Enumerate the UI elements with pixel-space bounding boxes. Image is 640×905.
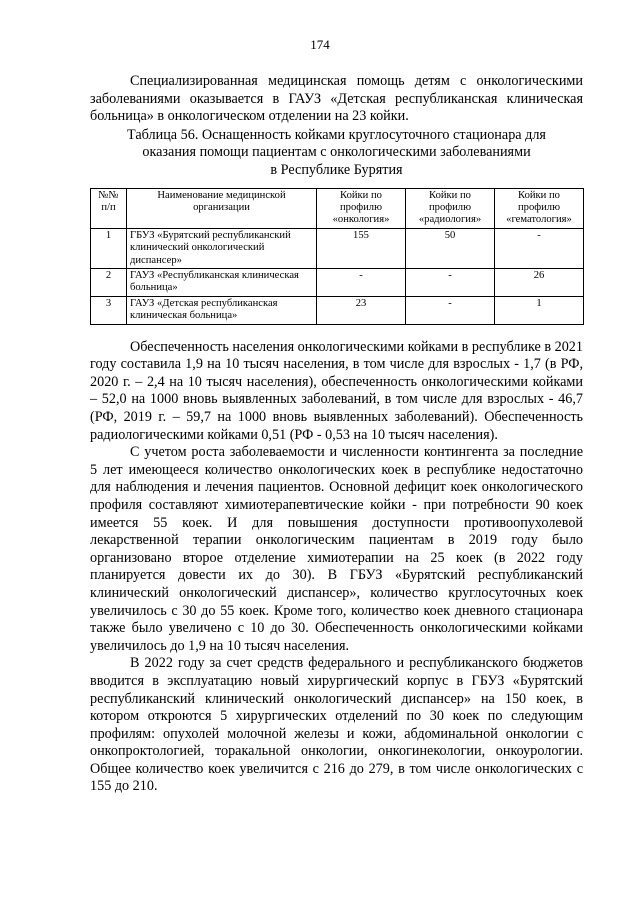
body-paragraphs (90, 339, 583, 796)
row-oncology-beds: - (317, 269, 406, 297)
row-radiology-beds: - (406, 269, 495, 297)
row-radiology-beds: 50 (406, 228, 495, 268)
row-organization: ГБУЗ «Бурятский республиканский клинический онкологический диспансер» (127, 228, 317, 268)
header-hematology-beds: Койки по профилю «гематология» (495, 188, 584, 228)
table-caption-line: оказания помощи пациентам с онкологическими заболеваниями (142, 144, 531, 161)
intro-paragraph: Специализированная медицинская помощь детям с онкологическими заболеваниями оказывается в ГАУЗ «Детская республиканская клиническая больница» в онкологическом отделении на 23 койки. (90, 73, 583, 125)
table-row (91, 296, 584, 324)
row-radiology-beds: - (406, 296, 495, 324)
row-oncology-beds: 23 (317, 296, 406, 324)
row-hematology-beds: - (495, 228, 584, 268)
body-paragraph: В 2022 году за счет средств федерального и республиканского бюджетов вводится в эксплуатацию новый хирургический корпус в ГБУЗ «Бурятский республиканский клинический онкологический диспансер» на 150 коек, в котором откроются 5 хирургических отделений по 30 коек по следующим профилям: опухолей молочной железы и кожи, абдоминальной онкологии с онкопроктологией, торакальной онкологии, онкогинекологии, онкоурологии. Общее количество коек увеличится с 216 до 279, в том числе онкологических с 155 до 210. (90, 655, 583, 795)
table-header-row (91, 188, 584, 228)
table-caption-line: в Республике Бурятия (270, 161, 403, 178)
table-row (91, 269, 584, 297)
table-caption (90, 127, 583, 180)
row-number: 2 (91, 269, 127, 297)
header-organization: Наименование медицинской организации (127, 188, 317, 228)
row-oncology-beds: 155 (317, 228, 406, 268)
beds-table (90, 188, 584, 325)
row-organization: ГАУЗ «Республиканская клиническая больница» (127, 269, 317, 297)
page-number: 174 (310, 37, 330, 52)
body-paragraph: Обеспеченность населения онкологическими койками в республике в 2021 году составила 1,9 на 10 тысяч населения, в том числе для взрослых - 1,7 (в РФ, 2020 г. – 2,4 на 10 тысяч населения), обеспеченность онкологическими койками – 52,0 на 1000 вновь выявленных заболеваний, в том числе для взрослых - 46,7 (РФ, 2019 г. – 59,7 на 1000 вновь выявленных заболеваний). Обеспеченность радиологическими койками 0,51 (РФ - 0,53 на 10 тысяч населения). (90, 338, 583, 443)
header-radiology-beds: Койки по профилю «радиология» (406, 188, 495, 228)
header-oncology-beds: Койки по профилю «онкология» (317, 188, 406, 228)
row-organization: ГАУЗ «Детская республиканская клиническая больница» (127, 296, 317, 324)
document-body (90, 73, 583, 796)
table-caption-line: Таблица 56. Оснащенность койками круглосуточного стационара для (127, 126, 546, 143)
header-number: №№ п/п (91, 188, 127, 228)
row-hematology-beds: 1 (495, 296, 584, 324)
row-number: 3 (91, 296, 127, 324)
row-number: 1 (91, 228, 127, 268)
row-hematology-beds: 26 (495, 269, 584, 297)
table-row (91, 228, 584, 268)
body-paragraph: С учетом роста заболеваемости и численности контингента за последние 5 лет имеющееся количество онкологических коек в республике недостаточно для наблюдения и лечения пациентов. Основной дефицит коек онкологического профиля составляют химиотерапевтические койки - при потребности 90 коек имеется 55 коек. И для повышения доступности противоопухолевой лекарственной терапии онкологическим пациентам в 2019 году было организовано второе отделение химиотерапии на 25 коек (в 2022 году планируется довести их до 30). В ГБУЗ «Бурятский республиканский клинический онкологический диспансер», количество круглосуточных коек увеличилось с 30 до 55 коек. Кроме того, количество коек дневного стационара также было увеличено с 10 до 30. Обеспеченность онкологическими койками увеличилось до 1,9 на 10 тысяч населения. (90, 444, 583, 654)
